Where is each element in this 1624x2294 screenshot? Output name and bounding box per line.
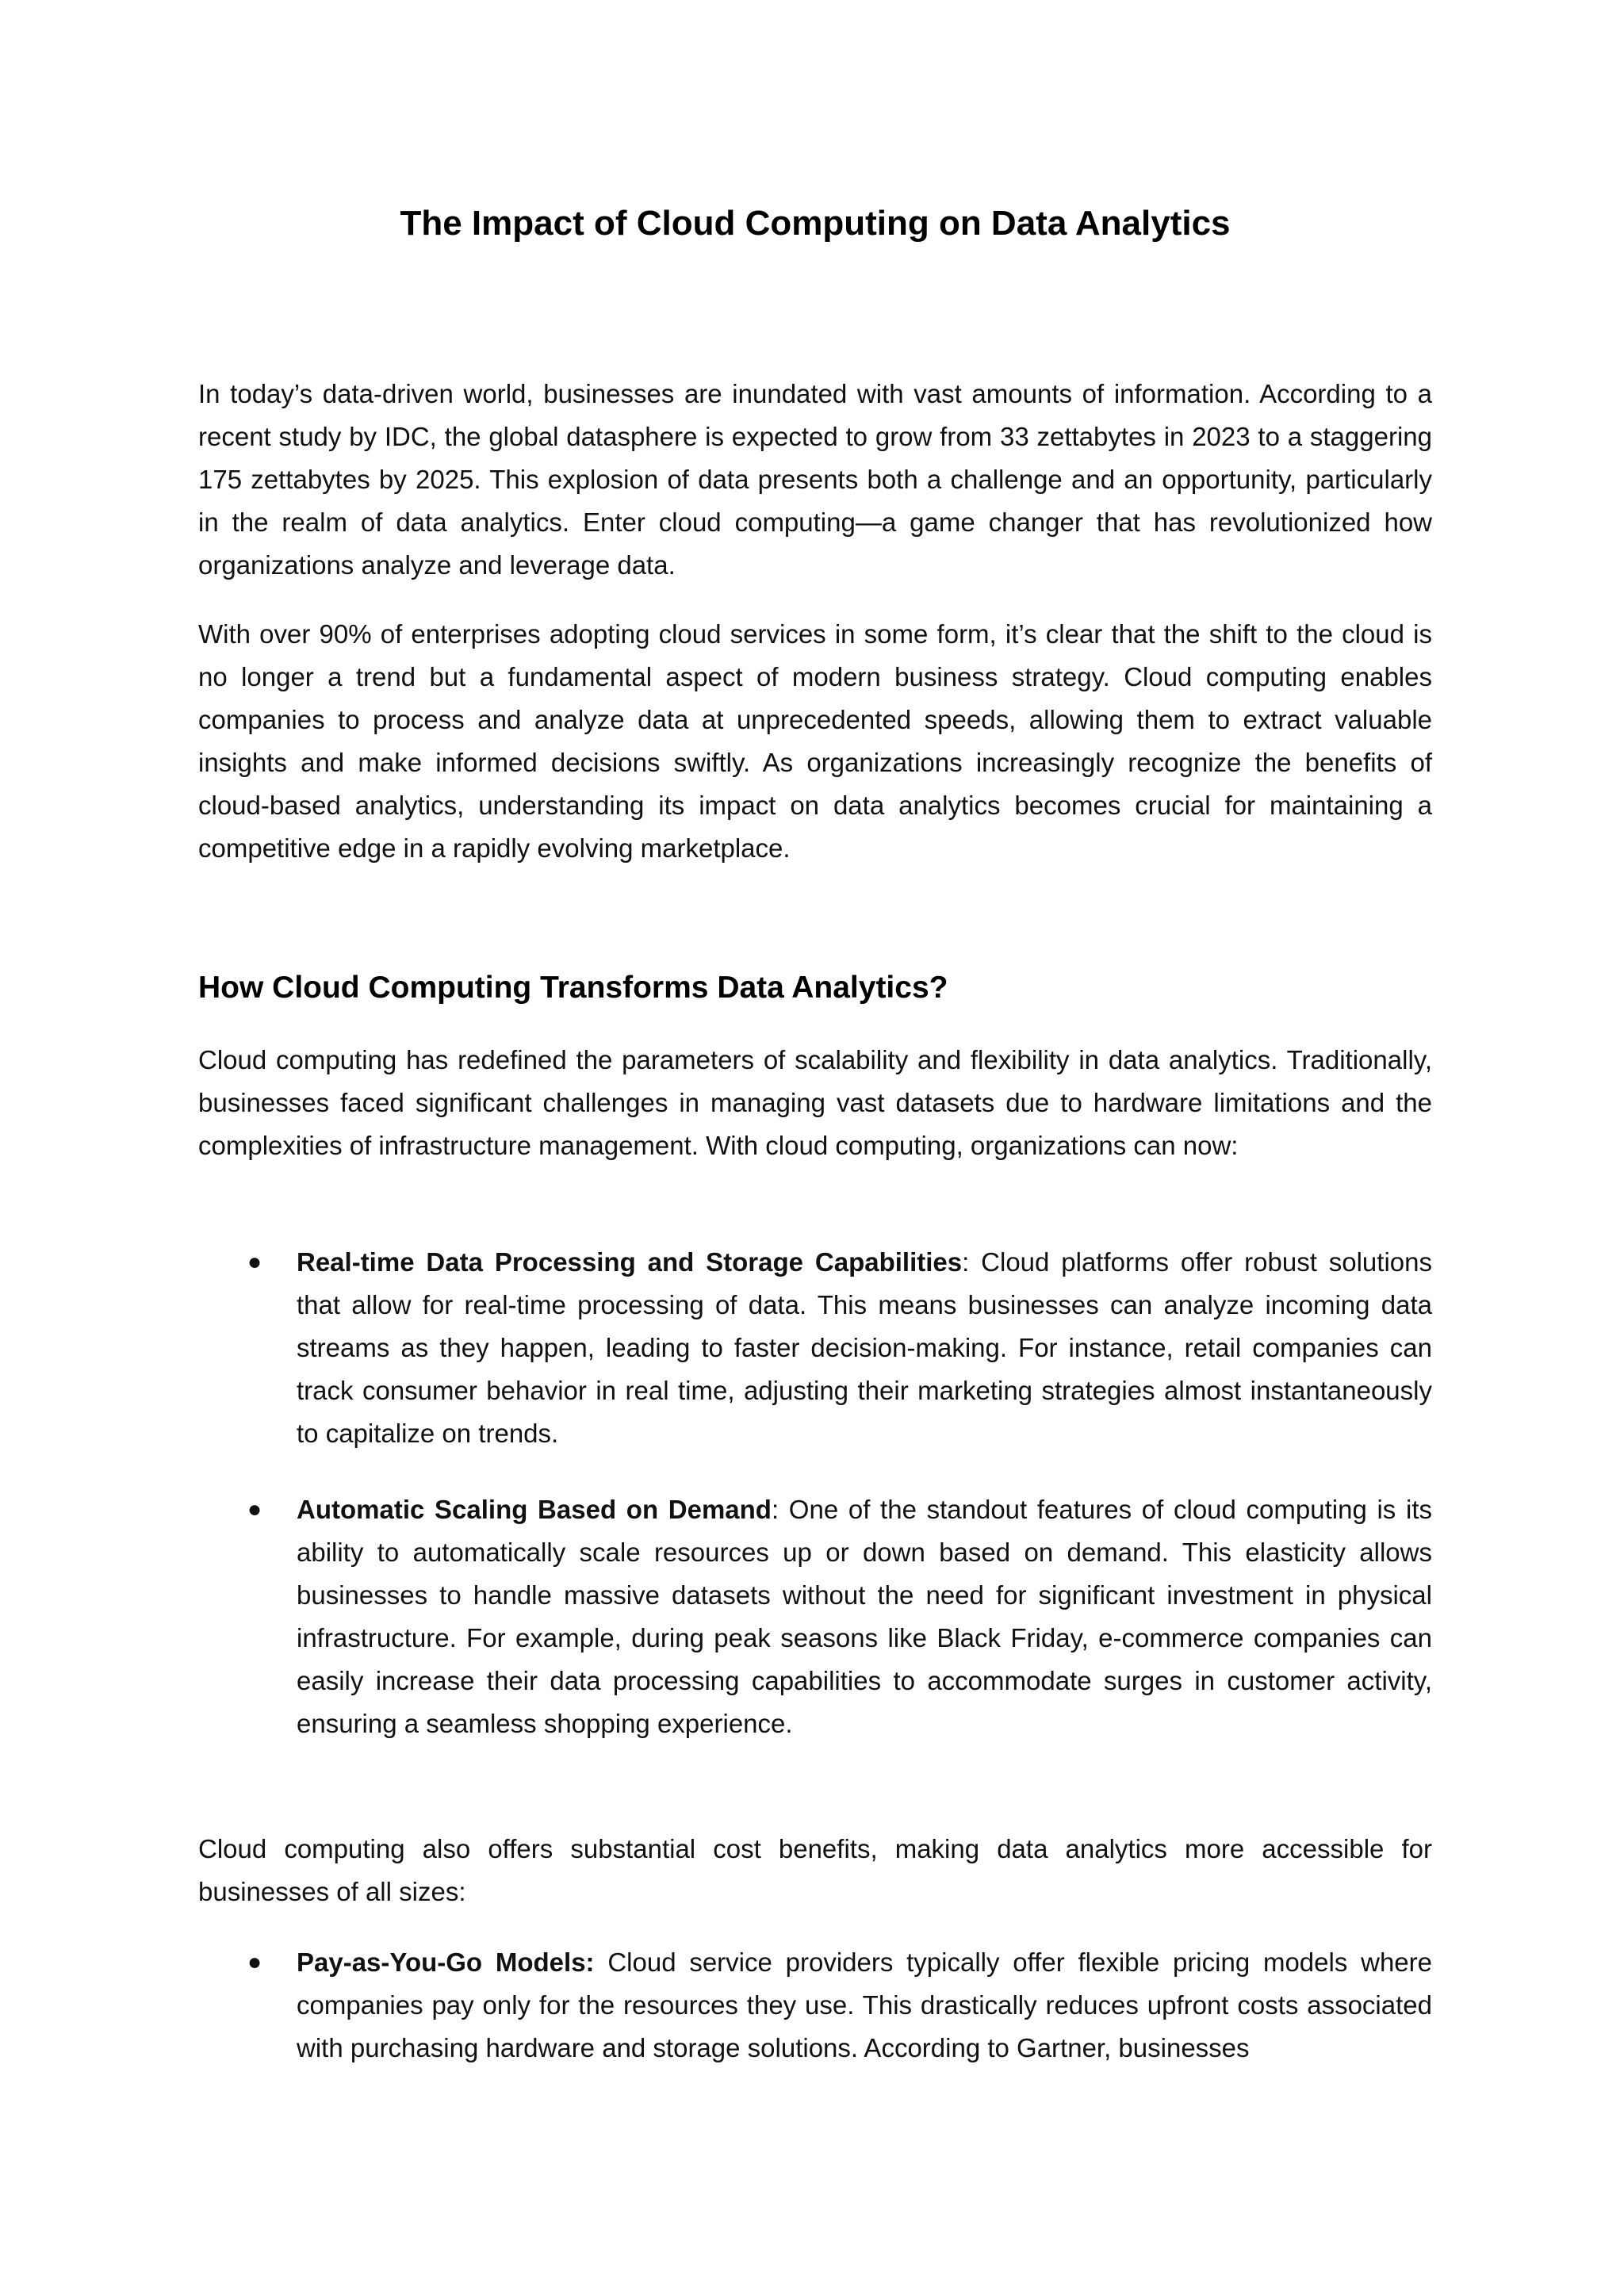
transform-bullet-list (198, 1241, 1432, 1779)
bullet-text (297, 1941, 1432, 2070)
cost-intro-paragraph: Cloud computing also offers substantial cost benefits, making data analytics more accessible for businesses of all sizes: (198, 1834, 1432, 1906)
list-item (198, 1941, 1432, 2070)
intro-paragraph-1: In today’s data-driven world, businesses are inundated with vast amounts of information. According to a recent study by IDC, the global datasphere is expected to grow from 33 zettabytes in 2023 to a staggering 175 zettabytes by 2025. This explosion of data presents both a challenge and an opportunity, particularly in the realm of data analytics. Enter cloud computing—a game changer that has revolutionized how organizations analyze and leverage data. (198, 379, 1432, 580)
bullet-description: : One of the standout features of cloud computing is its ability to automatically scale resources up or down based on demand. This elasticity allows businesses to handle massive datasets without the need for significant investment in physical infrastructure. For example, during peak seasons like Black Friday, e-commerce companies can easily increase their data processing capabilities to accommodate surges in customer activity, ensuring a seamless shopping experience. (297, 1495, 1432, 1738)
bullet-icon: ● (247, 1249, 262, 1275)
list-item (198, 1241, 1432, 1455)
bullet-text (297, 1241, 1432, 1455)
bullet-text (297, 1488, 1432, 1745)
page-title: The Impact of Cloud Computing on Data Analytics (400, 204, 1231, 243)
bullet-icon: ● (247, 1496, 262, 1522)
cost-bullet-list (198, 1941, 1432, 2103)
section-paragraph: Cloud computing has redefined the parameters of scalability and flexibility in data analytics. Traditionally, businesses faced significant challenges in managing vast datasets due to hardware limitations and the complexities of infrastructure management. With cloud computing, organizations can now: (198, 1045, 1432, 1160)
bullet-description: : Cloud platforms offer robust solutions that allow for real-time processing of data. This means businesses can analyze incoming data streams as they happen, leading to faster decision-making. For instance, retail companies can track consumer behavior in real time, adjusting their marketing strategies almost instantaneously to capitalize on trends. (297, 1247, 1432, 1448)
list-item (198, 1488, 1432, 1745)
bullet-description: Cloud service providers typically offer flexible pricing models where companies pay only for the resources they use. This drastically reduces upfront costs associated with purchasing hardware and storage solutions. According to Gartner, businesses (297, 1947, 1432, 2062)
intro-paragraph-2: With over 90% of enterprises adopting cloud services in some form, it’s clear that the shift to the cloud is no longer a trend but a fundamental aspect of modern business strategy. Cloud computing enables companies to process and analyze data at unprecedented speeds, allowing them to extract valuable insights and make informed decisions swiftly. As organizations increasingly recognize the benefits of cloud-based analytics, understanding its impact on data analytics becomes crucial for maintaining a competitive edge in a rapidly evolving marketplace. (198, 619, 1432, 863)
bullet-term: Real-time Data Processing and Storage Capabilities (297, 1247, 963, 1277)
bullet-term: Automatic Scaling Based on Demand (297, 1495, 772, 1524)
section-heading: How Cloud Computing Transforms Data Analytics? (198, 971, 948, 1005)
bullet-icon: ● (247, 1949, 262, 1975)
bullet-term: Pay-as-You-Go Models: (297, 1947, 595, 1977)
